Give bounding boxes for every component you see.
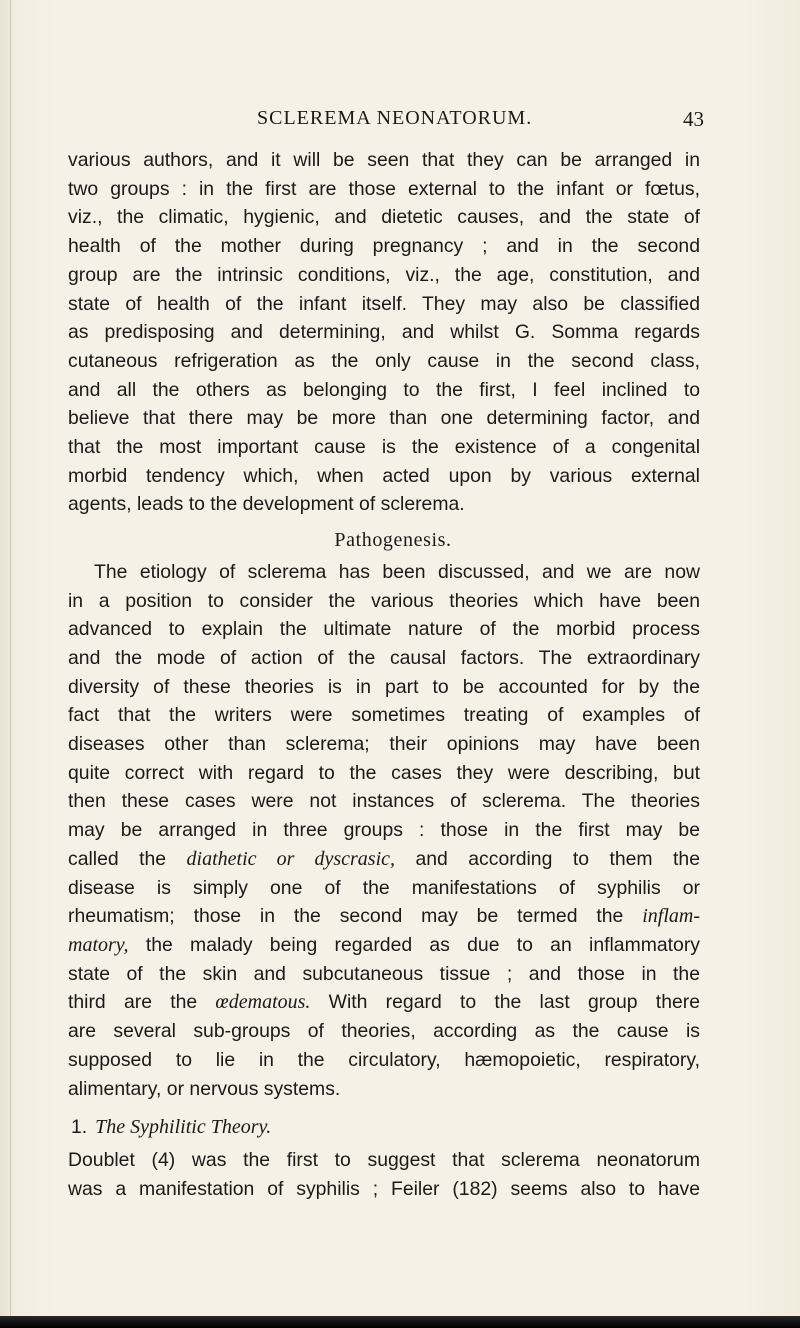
text-line: agents, leads to the development of sclerema. — [68, 493, 465, 516]
text-line: health of the mother during pregnancy ; and in the second — [68, 235, 700, 258]
subsection-number: 1. — [71, 1116, 88, 1139]
text-line: supposed to lie in the circulatory, hæmopoietic, respiratory, — [68, 1048, 700, 1071]
scan-bottom-edge — [0, 1316, 800, 1328]
text-run: rheumatism; those in the second may be termed the — [68, 905, 643, 928]
running-head: SCLEREMA NEONATORUM. — [257, 107, 533, 129]
text-line: as predisposing and determining, and whilst G. Somma regards — [68, 321, 700, 344]
text-line: and the mode of action of the causal factors. The extraordinary — [68, 646, 700, 669]
text-line: two groups : in the first are those external to the infant or fœtus, — [68, 177, 700, 200]
text-line: various authors, and it will be seen that they can be arranged in — [68, 149, 700, 171]
subsection-title: The Syphilitic Theory. — [95, 1116, 272, 1139]
text-line: morbid tendency which, when acted upon by various external — [68, 464, 700, 487]
page-gutter-edge — [10, 0, 11, 1328]
text-line: then these cases were not instances of sclerema. The theories — [68, 790, 700, 813]
italic-term: matory, — [68, 933, 129, 956]
text-line: group are the intrinsic conditions, viz., the age, constitution, and — [68, 263, 700, 286]
text-run: With regard to the last group there — [310, 991, 700, 1014]
text-line — [68, 845, 700, 874]
text-line: disease is simply one of the manifestations of syphilis or — [68, 876, 700, 899]
text-line: believe that there may be more than one determining factor, and — [68, 407, 700, 430]
paragraph-1 — [68, 146, 700, 519]
text-run: the malady being regarded as due to an inflammatory — [128, 933, 700, 956]
subsection-heading — [68, 1113, 700, 1142]
text-line — [68, 988, 700, 1017]
text-line: The etiology of sclerema has been discussed, and we are now — [94, 560, 700, 583]
text-run: and according to them the — [395, 847, 700, 870]
paragraph-2 — [68, 558, 700, 1103]
page-number: 43 — [683, 107, 704, 131]
text-run: third are the — [68, 991, 216, 1014]
text-line: Doublet (4) was the first to suggest that sclerema neonatorum — [68, 1148, 700, 1171]
text-line: advanced to explain the ultimate nature of the morbid process — [68, 618, 700, 641]
text-line: was a manifestation of syphilis ; Feiler (182) seems also to have — [68, 1177, 700, 1200]
text-line: diseases other than sclerema; their opinions may have been — [68, 733, 700, 756]
text-line: in a position to consider the various theories which have been — [68, 589, 700, 612]
text-line: quite correct with regard to the cases they were describing, but — [68, 761, 700, 784]
text-line: fact that the writers were sometimes treating of examples of — [68, 704, 700, 727]
text-line: state of the skin and subcutaneous tissue ; and those in the — [68, 962, 700, 985]
text-line: are several sub-groups of theories, according as the cause is — [68, 1020, 700, 1043]
italic-term: inflam- — [642, 905, 700, 928]
page-header — [0, 107, 800, 137]
text-line: state of health of the infant itself. They may also be classified — [68, 292, 700, 315]
text-line: diversity of these theories is in part to be accounted for by the — [68, 675, 700, 698]
page-body — [68, 146, 700, 1203]
italic-term: œdematous. — [215, 991, 311, 1014]
paragraph-3 — [68, 1146, 700, 1203]
section-heading: Pathogenesis. — [334, 529, 452, 552]
text-line: may be arranged in three groups : those in the first may be — [68, 819, 700, 842]
text-line: alimentary, or nervous systems. — [68, 1077, 341, 1100]
text-line — [68, 931, 700, 960]
text-line: viz., the climatic, hygienic, and dietetic causes, and the state of — [68, 206, 700, 229]
text-line — [68, 902, 700, 931]
italic-term: diathetic or dyscrasic, — [186, 847, 395, 870]
text-line: and all the others as belonging to the first, I feel inclined to — [68, 378, 700, 401]
text-line: that the most important cause is the existence of a congenital — [68, 436, 700, 459]
text-run: called the — [68, 847, 187, 870]
text-line: cutaneous refrigeration as the only cause in the second class, — [68, 349, 700, 372]
